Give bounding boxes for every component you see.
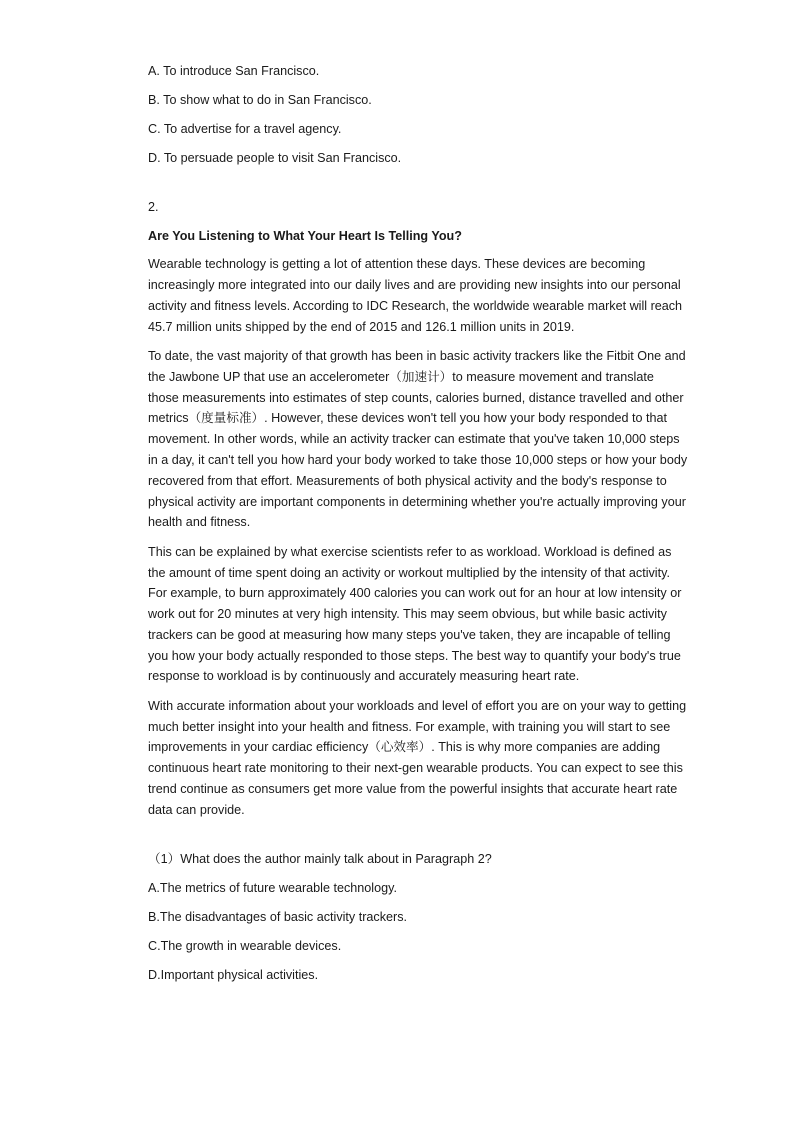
page-content xyxy=(148,61,688,993)
question1-options xyxy=(148,61,688,169)
q2-stem: （1）What does the author mainly talk about in Paragraph 2? xyxy=(148,851,492,866)
question2 xyxy=(148,849,688,986)
q2-option-a: A.The metrics of future wearable technology. xyxy=(148,880,397,895)
q2-option-d: D.Important physical activities. xyxy=(148,967,319,982)
q2-option-b: B.The disadvantages of basic activity trackers. xyxy=(148,909,407,924)
passage-number: 2. xyxy=(148,199,159,214)
q1-option-c: C. To advertise for a travel agency. xyxy=(148,121,342,136)
passage-paragraph-2: To date, the vast majority of that growth has been in basic activity trackers like the Fitbit One and the Jawbone UP that use an accelerometer（加速计）to measure movement and translate those measurements into estimates of step counts, calories burned, distance travelled and other metrics（度量标准）. However, these devices won't tell you how your body responded to that movement. In other words, while an activity tracker can estimate that you've taken 10,000 steps in a day, it can't tell you how hard your body worked to take those 10,000 steps or how your body recovered from that effort. Measurements of both physical activity and the body's response to physical activity are important components in determining whether you're actually improving your health and fitness. xyxy=(148,349,688,530)
passage-paragraph-4: With accurate information about your workloads and level of effort you are on your way to getting much better insight into your health and fitness. For example, with training you will start to see improvements in your cardiac efficiency（心效率）. This is why more companies are adding continuous heart rate monitoring to their next-gen wearable products. You can expect to see this trend continue as consumers get more value from the powerful insights that accurate heart rate data can provide. xyxy=(148,698,687,817)
passage-paragraph-3: This can be explained by what exercise scientists refer to as workload. Workload is defined as the amount of time spent doing an activity or workout multiplied by the intensity of that activity. For example, to burn approximately 400 calories you can work out for an hour at low intensity or work out for 20 minutes at very high intensity. This may seem obvious, but while basic activity trackers can be good at measuring how many steps you've taken, they are incapable of telling you how your body actually responded to those steps. The best way to quantify your body's true response to workload is by continuously and accurately measuring heart rate. xyxy=(148,544,682,684)
q1-option-b: B. To show what to do in San Francisco. xyxy=(148,92,372,107)
q1-option-a: A. To introduce San Francisco. xyxy=(148,64,320,78)
passage xyxy=(148,197,688,821)
passage-paragraph-1: Wearable technology is getting a lot of attention these days. These devices are becoming increasingly more integrated into our daily lives and are providing new insights into our personal activity and fitness levels. According to IDC Research, the worldwide wearable market will reach 45.7 million units shipped by the end of 2015 and 126.1 million units in 2019. xyxy=(148,257,683,334)
q2-option-c: C.The growth in wearable devices. xyxy=(148,938,342,953)
q1-option-d: D. To persuade people to visit San Francisco. xyxy=(148,150,402,165)
passage-title: Are You Listening to What Your Heart Is Telling You? xyxy=(148,228,462,243)
